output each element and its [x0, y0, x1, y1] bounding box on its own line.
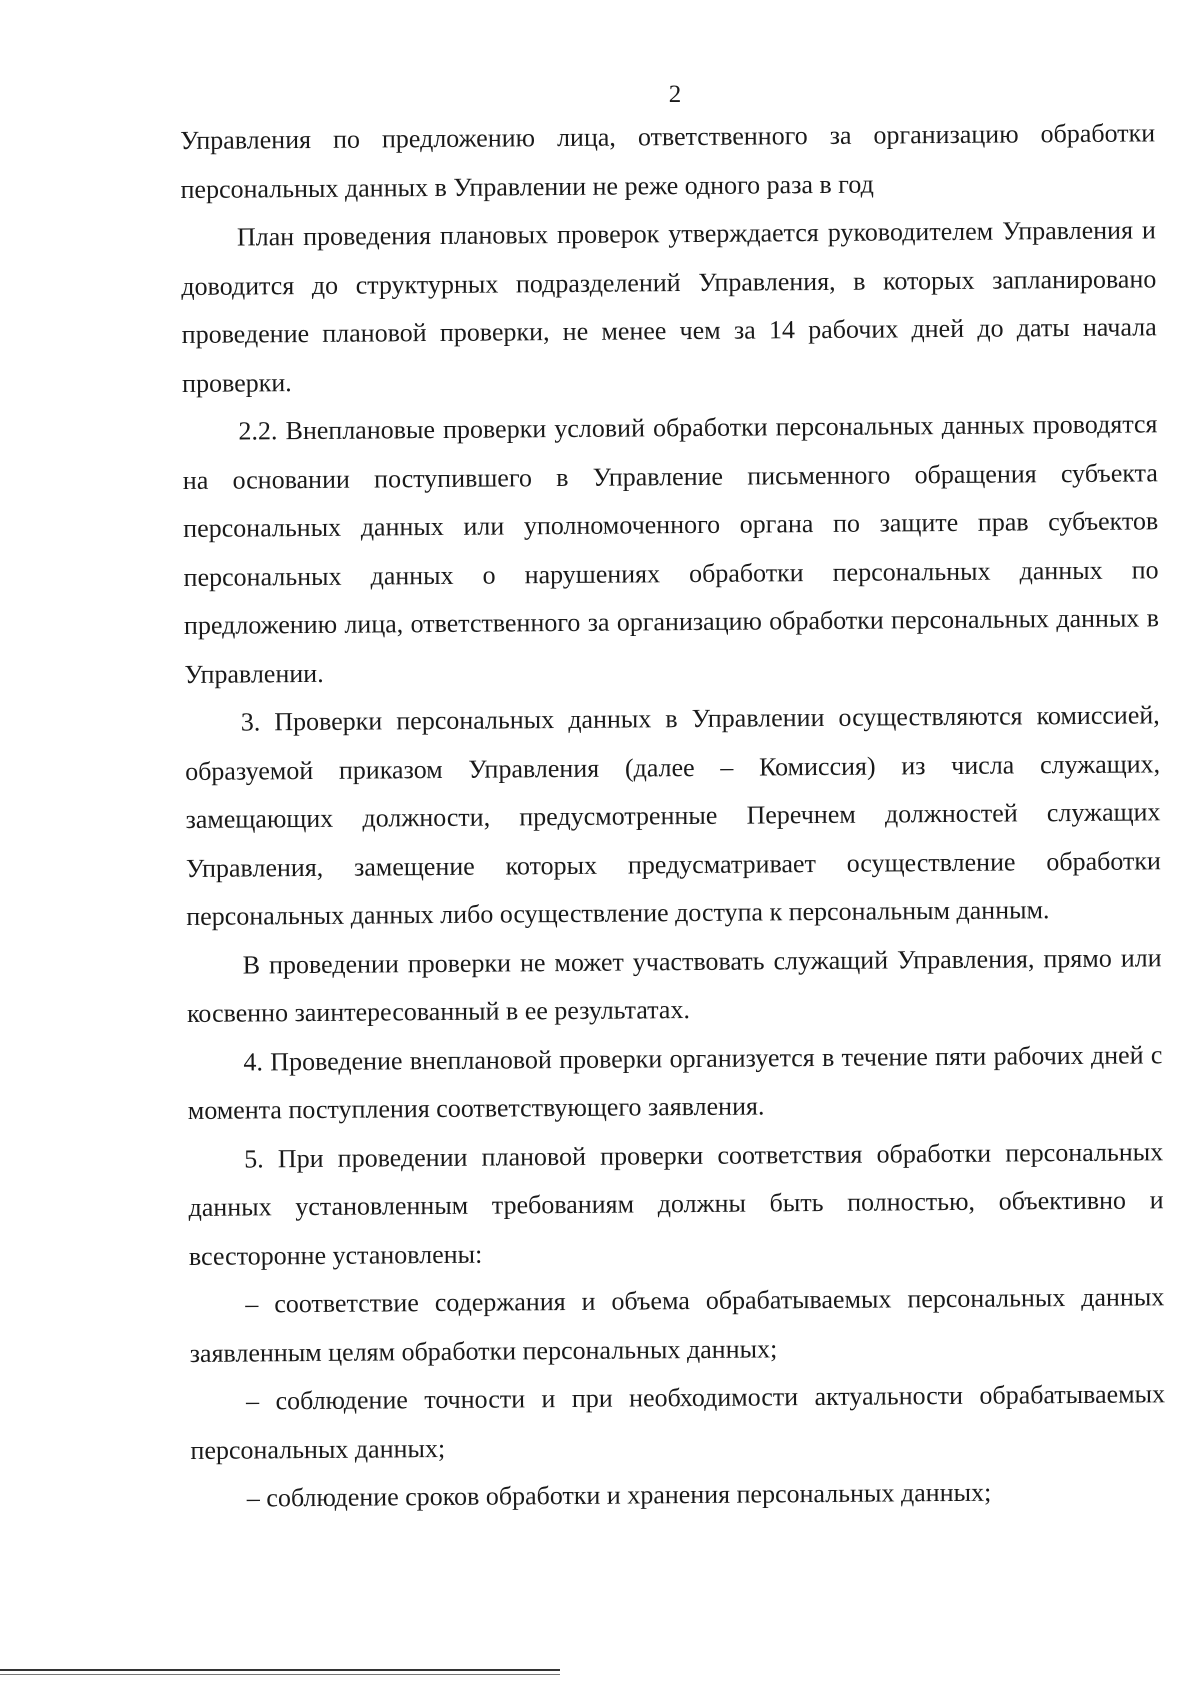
page-number: 2	[668, 81, 682, 108]
scan-bottom-rule-thin	[0, 1674, 560, 1675]
list-item-retention: – соблюдение сроков обработки и хранения персональных данных;	[246, 1477, 992, 1513]
paragraph-continuation: Управления по предложению лица, ответственного за организацию обработки персональных данных в Управлении не реже одного раза в год	[180, 118, 1156, 204]
list-item-accuracy: – соблюдение точности и при необходимости актуальности обрабатываемых персональных данных;	[190, 1379, 1166, 1465]
document-body	[180, 109, 1166, 1523]
paragraph-plan: План проведения плановых проверок утверждается руководителем Управления и доводится до структурных подразделений Управления, в которых запланировано проведение плановой проверки, не менее чем за 14 рабочих дней до даты начала проверки.	[181, 215, 1157, 398]
list-item-content-volume: – соответствие содержания и объема обрабатываемых персональных данных заявленным целям обработки персональных данных;	[189, 1282, 1165, 1368]
paragraph-2-2: 2.2. Внеплановые проверки условий обработки персональных данных проводятся на основании поступившего в Управление письменного обращения субъекта персональных данных или уполномоченного органа по защите прав субъектов персональных данных о нарушениях обработки персональных данных по предложению лица, ответственного за организацию обработки персональных данных в Управлении.	[182, 409, 1160, 689]
paragraph-4: 4. Проведение внеплановой проверки организуется в течение пяти рабочих дней с момента поступления соответствующего заявления.	[187, 1039, 1163, 1125]
paragraph-3: 3. Проверки персональных данных в Управлении осуществляются комиссией, образуемой приказом Управления (далее – Комиссия) из числа служащих, замещающих должности, предусмотренные Перечнем должностей служащих Управления, замещение которых предусматривает осуществление обработки персональных данных либо осуществление доступа к персональным данным.	[185, 700, 1161, 931]
paragraph-conflict: В проведении проверки не может участвовать служащий Управления, прямо или косвенно заинтересованный в ее результатах.	[186, 942, 1162, 1028]
paragraph-5: 5. При проведении плановой проверки соответствия обработки персональных данных установленным требованиям должны быть полностью, объективно и всесторонне установлены:	[188, 1136, 1164, 1271]
scan-bottom-rule	[0, 1669, 560, 1671]
